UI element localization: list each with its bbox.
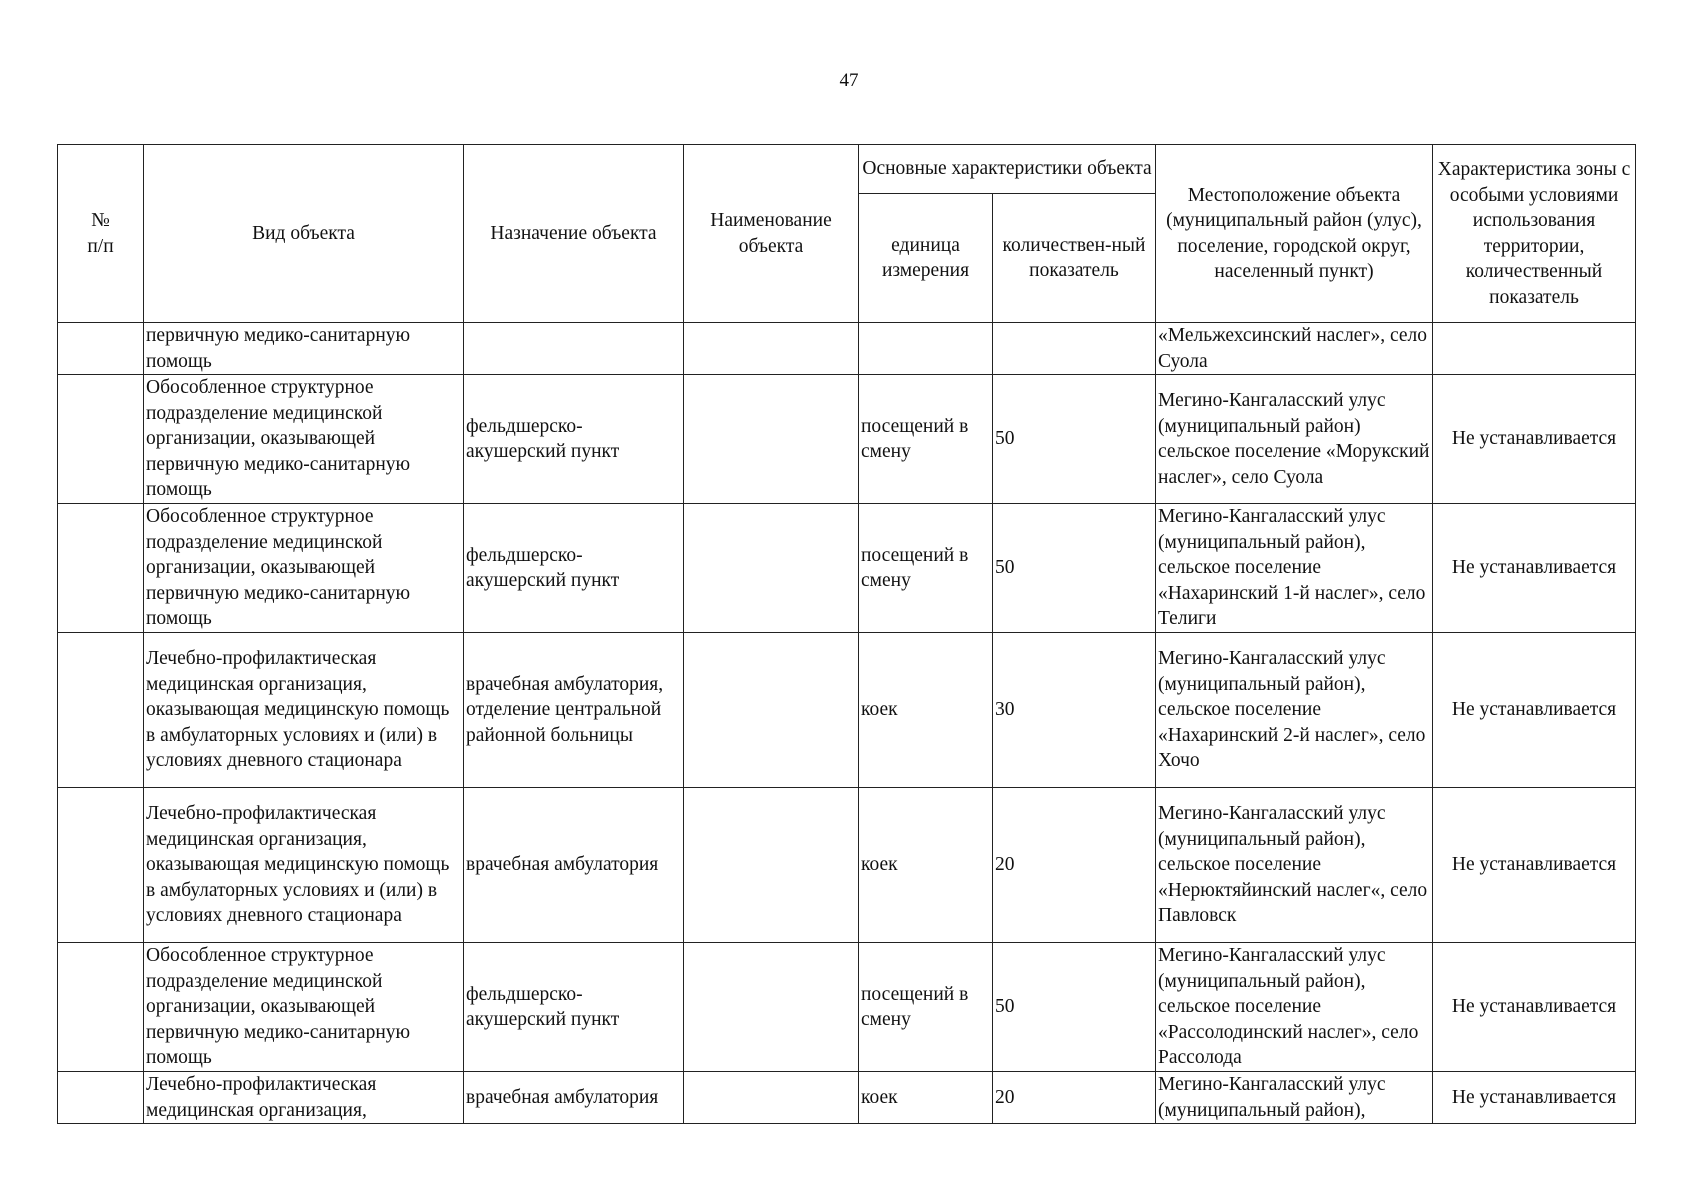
cell-name <box>684 323 859 375</box>
cell-num <box>58 504 144 633</box>
cell-kind: Лечебно-профилактическая медицинская организация, оказывающая медицинскую помощь в амбулаторных условиях и (или) в условиях дневного стационара <box>144 788 464 943</box>
cell-zone: Не устанавливается <box>1433 1072 1636 1124</box>
cell-name <box>684 788 859 943</box>
cell-name <box>684 943 859 1072</box>
cell-purpose: фельдшерско-акушерский пункт <box>464 943 684 1072</box>
cell-unit <box>859 323 993 375</box>
cell-unit: посещений в смену <box>859 375 993 504</box>
cell-unit: коек <box>859 1072 993 1124</box>
cell-name <box>684 375 859 504</box>
cell-zone: Не устанавливается <box>1433 504 1636 633</box>
cell-unit: посещений в смену <box>859 943 993 1072</box>
cell-location: Мегино-Кангаласский улус (муниципальный район), <box>1156 1072 1433 1124</box>
cell-num <box>58 943 144 1072</box>
header-unit: единица измерения <box>859 194 993 323</box>
cell-location: Мегино-Кангаласский улус (муниципальный район), сельское поселение «Нахаринский 1-й наслег», село Телиги <box>1156 504 1433 633</box>
page-number: 47 <box>839 70 859 91</box>
cell-qty: 50 <box>993 504 1156 633</box>
table-row <box>58 323 1636 375</box>
header-main-chars: Основные характеристики объекта <box>859 145 1156 194</box>
cell-kind: Обособленное структурное подразделение медицинской организации, оказывающей первичную медико-санитарную помощь <box>144 375 464 504</box>
cell-location: Мегино-Кангаласский улус (муниципальный район) сельское поселение «Морукский наслег», село Суола <box>1156 375 1433 504</box>
cell-location: Мегино-Кангаласский улус (муниципальный район), сельское поселение «Рассолодинский наслег», село Рассолода <box>1156 943 1433 1072</box>
objects-table <box>57 144 1636 1124</box>
cell-kind: первичную медико-санитарную помощь <box>144 323 464 375</box>
cell-name <box>684 1072 859 1124</box>
cell-num <box>58 788 144 943</box>
cell-num <box>58 375 144 504</box>
cell-zone: Не устанавливается <box>1433 943 1636 1072</box>
cell-purpose: врачебная амбулатория <box>464 788 684 943</box>
cell-location: Мегино-Кангаласский улус (муниципальный район), сельское поселение «Нерюктяйинский наслег«, село Павловск <box>1156 788 1433 943</box>
cell-num <box>58 633 144 788</box>
table-row <box>58 1072 1636 1124</box>
header-purpose: Назначение объекта <box>464 145 684 323</box>
cell-zone: Не устанавливается <box>1433 788 1636 943</box>
cell-zone: Не устанавливается <box>1433 375 1636 504</box>
cell-kind: Обособленное структурное подразделение медицинской организации, оказывающей первичную медико-санитарную помощь <box>144 943 464 1072</box>
header-zone: Характеристика зоны с особыми условиями использования территории, количественный показатель <box>1433 145 1636 323</box>
cell-qty: 20 <box>993 788 1156 943</box>
cell-purpose: фельдшерско-акушерский пункт <box>464 504 684 633</box>
cell-kind: Обособленное структурное подразделение медицинской организации, оказывающей первичную медико-санитарную помощь <box>144 504 464 633</box>
cell-zone: Не устанавливается <box>1433 633 1636 788</box>
header-location: Местоположение объекта (муниципальный район (улус), поселение, городской округ, населенный пункт) <box>1156 145 1433 323</box>
cell-name <box>684 633 859 788</box>
table-row <box>58 504 1636 633</box>
cell-purpose <box>464 323 684 375</box>
cell-purpose: фельдшерско-акушерский пункт <box>464 375 684 504</box>
table-row <box>58 633 1636 788</box>
cell-num <box>58 323 144 375</box>
cell-location: «Мельжехсинский наслег», село Суола <box>1156 323 1433 375</box>
cell-purpose: врачебная амбулатория, отделение центральной районной больницы <box>464 633 684 788</box>
cell-unit: коек <box>859 633 993 788</box>
cell-qty <box>993 323 1156 375</box>
cell-name <box>684 504 859 633</box>
header-kind: Вид объекта <box>144 145 464 323</box>
cell-kind: Лечебно-профилактическая медицинская организация, <box>144 1072 464 1124</box>
table-row <box>58 375 1636 504</box>
cell-qty: 30 <box>993 633 1156 788</box>
cell-qty: 50 <box>993 943 1156 1072</box>
cell-location: Мегино-Кангаласский улус (муниципальный район), сельское поселение «Нахаринский 2-й наслег», село Хочо <box>1156 633 1433 788</box>
header-name: Наименование объекта <box>684 145 859 323</box>
cell-purpose: врачебная амбулатория <box>464 1072 684 1124</box>
cell-qty: 20 <box>993 1072 1156 1124</box>
table-row <box>58 788 1636 943</box>
cell-unit: коек <box>859 788 993 943</box>
cell-zone <box>1433 323 1636 375</box>
cell-num <box>58 1072 144 1124</box>
cell-unit: посещений в смену <box>859 504 993 633</box>
cell-kind: Лечебно-профилактическая медицинская организация, оказывающая медицинскую помощь в амбулаторных условиях и (или) в условиях дневного стационара <box>144 633 464 788</box>
table-row <box>58 943 1636 1072</box>
header-num: № п/п <box>58 145 144 323</box>
header-quantity: количествен-ный показатель <box>993 194 1156 323</box>
cell-qty: 50 <box>993 375 1156 504</box>
